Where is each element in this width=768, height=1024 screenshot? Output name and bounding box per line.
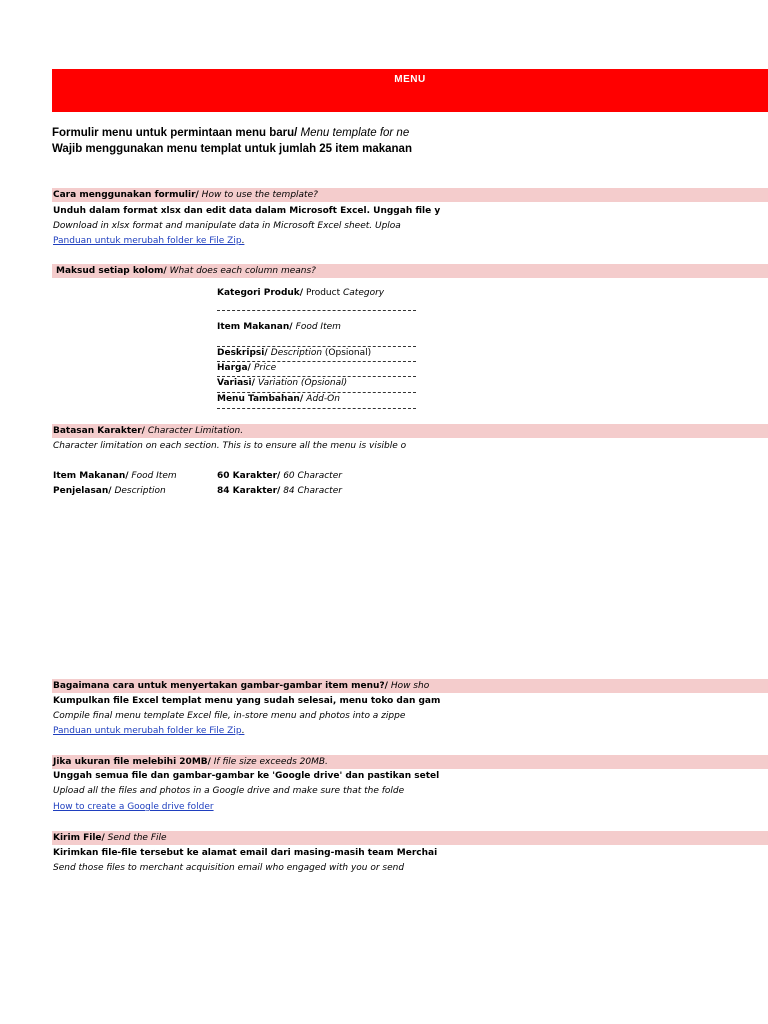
column-item-price [217, 363, 416, 373]
column-item-description [217, 348, 416, 358]
send-instruction-en: Send those files to merchant acquisition email who engaged with you or send [53, 863, 405, 873]
intro-line-1-italic: Menu template for ne [297, 127, 410, 139]
column-variation-italic: Variation (Opsional) [258, 378, 348, 388]
banner-title: MENU [394, 74, 426, 85]
divider [217, 392, 416, 393]
divider [217, 361, 416, 362]
column-price-italic: Price [254, 363, 277, 373]
section-header-limits [53, 424, 416, 438]
limit-food-value-italic: 60 Character [280, 471, 342, 481]
limit-value-description [217, 486, 416, 496]
send-header-bold: Kirim File/ [53, 833, 105, 843]
divider [217, 346, 416, 347]
how-to-use-header-bold: Cara menggunakan formulir/ [53, 190, 199, 200]
column-price-bold: Harga/ [217, 363, 251, 373]
divider [217, 408, 416, 409]
section-header-how-to-use [53, 188, 416, 202]
columns-header-italic: What does each column means? [166, 266, 316, 276]
column-item-variation [217, 378, 416, 388]
zip-guide-link-text[interactable]: Panduan untuk merubah folder ke File Zip [53, 236, 242, 246]
column-addon-italic: Add-On [306, 394, 340, 404]
divider [217, 310, 416, 311]
images-header-italic: How sho [387, 681, 430, 691]
zip-guide-link-period: . [241, 236, 245, 246]
file-size-header-italic: If file size exceeds 20MB. [210, 757, 328, 767]
column-variation-bold: Variasi/ [217, 378, 255, 388]
section-header-images [53, 679, 430, 693]
column-food-bold: Item Makanan/ [217, 322, 293, 332]
column-food-italic: Food Item [295, 322, 341, 332]
send-header-italic: Send the File [104, 833, 167, 843]
limits-header-italic: Character Limitation. [144, 426, 244, 436]
section-header-columns [56, 264, 419, 278]
how-to-use-header-italic: How to use the template? [198, 190, 318, 200]
file-size-header-bold: Jika ukuran file melebihi 20MB/ [53, 757, 211, 767]
limit-label-description [53, 486, 213, 496]
file-size-instruction-en: Upload all the files and photos in a Google drive and make sure that the folde [53, 786, 405, 796]
divider [217, 376, 416, 377]
zip-guide-link-2-text[interactable]: Panduan untuk merubah folder ke File Zip [53, 726, 242, 736]
google-drive-guide-link[interactable]: How to create a Google drive folder [53, 802, 214, 812]
intro-line-2: Wajib menggunakan menu templat untuk jumlah 25 item makanan [52, 143, 412, 155]
intro-line-1-bold: Formulir menu untuk permintaan menu baru/ [52, 127, 298, 139]
how-to-use-instruction: Unduh dalam format xlsx dan edit data dalam Microsoft Excel. Unggah file y [53, 206, 441, 216]
images-instruction-en: Compile final menu template Excel file, in-store menu and photos into a zippe [53, 711, 406, 721]
column-item-addon [217, 394, 416, 404]
file-size-instruction: Unggah semua file dan gambar-gambar ke 'Google drive' dan pastikan setel [53, 771, 440, 781]
column-description-italic: Description [270, 348, 323, 358]
limit-food-label-bold: Item Makanan/ [53, 471, 129, 481]
zip-guide-link-2[interactable] [53, 726, 416, 736]
columns-header-bold: Maksud setiap kolom/ [56, 266, 167, 276]
section-header-send [53, 831, 416, 845]
limit-description-value-bold: 84 Karakter/ [217, 486, 281, 496]
column-description-bold: Deskripsi/ [217, 348, 268, 358]
limit-label-food-item [53, 471, 213, 481]
limit-description-label-bold: Penjelasan/ [53, 486, 112, 496]
limit-description-label-italic: Description [111, 486, 166, 496]
images-instruction: Kumpulkan file Excel templat menu yang sudah selesai, menu toko dan gam [53, 696, 441, 706]
column-addon-bold: Menu Tambahan/ [217, 394, 304, 404]
limit-food-value-bold: 60 Karakter/ [217, 471, 281, 481]
limits-header-bold: Batasan Karakter/ [53, 426, 145, 436]
limit-description-value-italic: 84 Character [280, 486, 342, 496]
column-description-suffix: (Opsional) [322, 348, 372, 358]
section-header-file-size [53, 755, 416, 769]
limit-value-food-item [217, 471, 416, 481]
column-category-bold: Kategori Produk/ [217, 288, 304, 298]
zip-guide-link-2-period: . [241, 726, 245, 736]
zip-guide-link[interactable] [53, 236, 416, 246]
how-to-use-instruction-en: Download in xlsx format and manipulate data in Microsoft Excel sheet. Uploa [53, 221, 401, 231]
column-category-normal: Product [303, 288, 343, 298]
intro-line-1 [52, 127, 416, 139]
send-instruction: Kirimkan file-file tersebut ke alamat email dari masing-masih team Merchai [53, 848, 438, 858]
limit-food-label-italic: Food Item [128, 471, 177, 481]
column-item-category [217, 288, 416, 298]
images-header-bold: Bagaimana cara untuk menyertakan gambar-gambar item menu?/ [53, 681, 388, 691]
column-category-italic: Category [342, 288, 385, 298]
limits-description: Character limitation on each section. This is to ensure all the menu is visible o [53, 441, 407, 451]
column-item-food [217, 322, 416, 332]
